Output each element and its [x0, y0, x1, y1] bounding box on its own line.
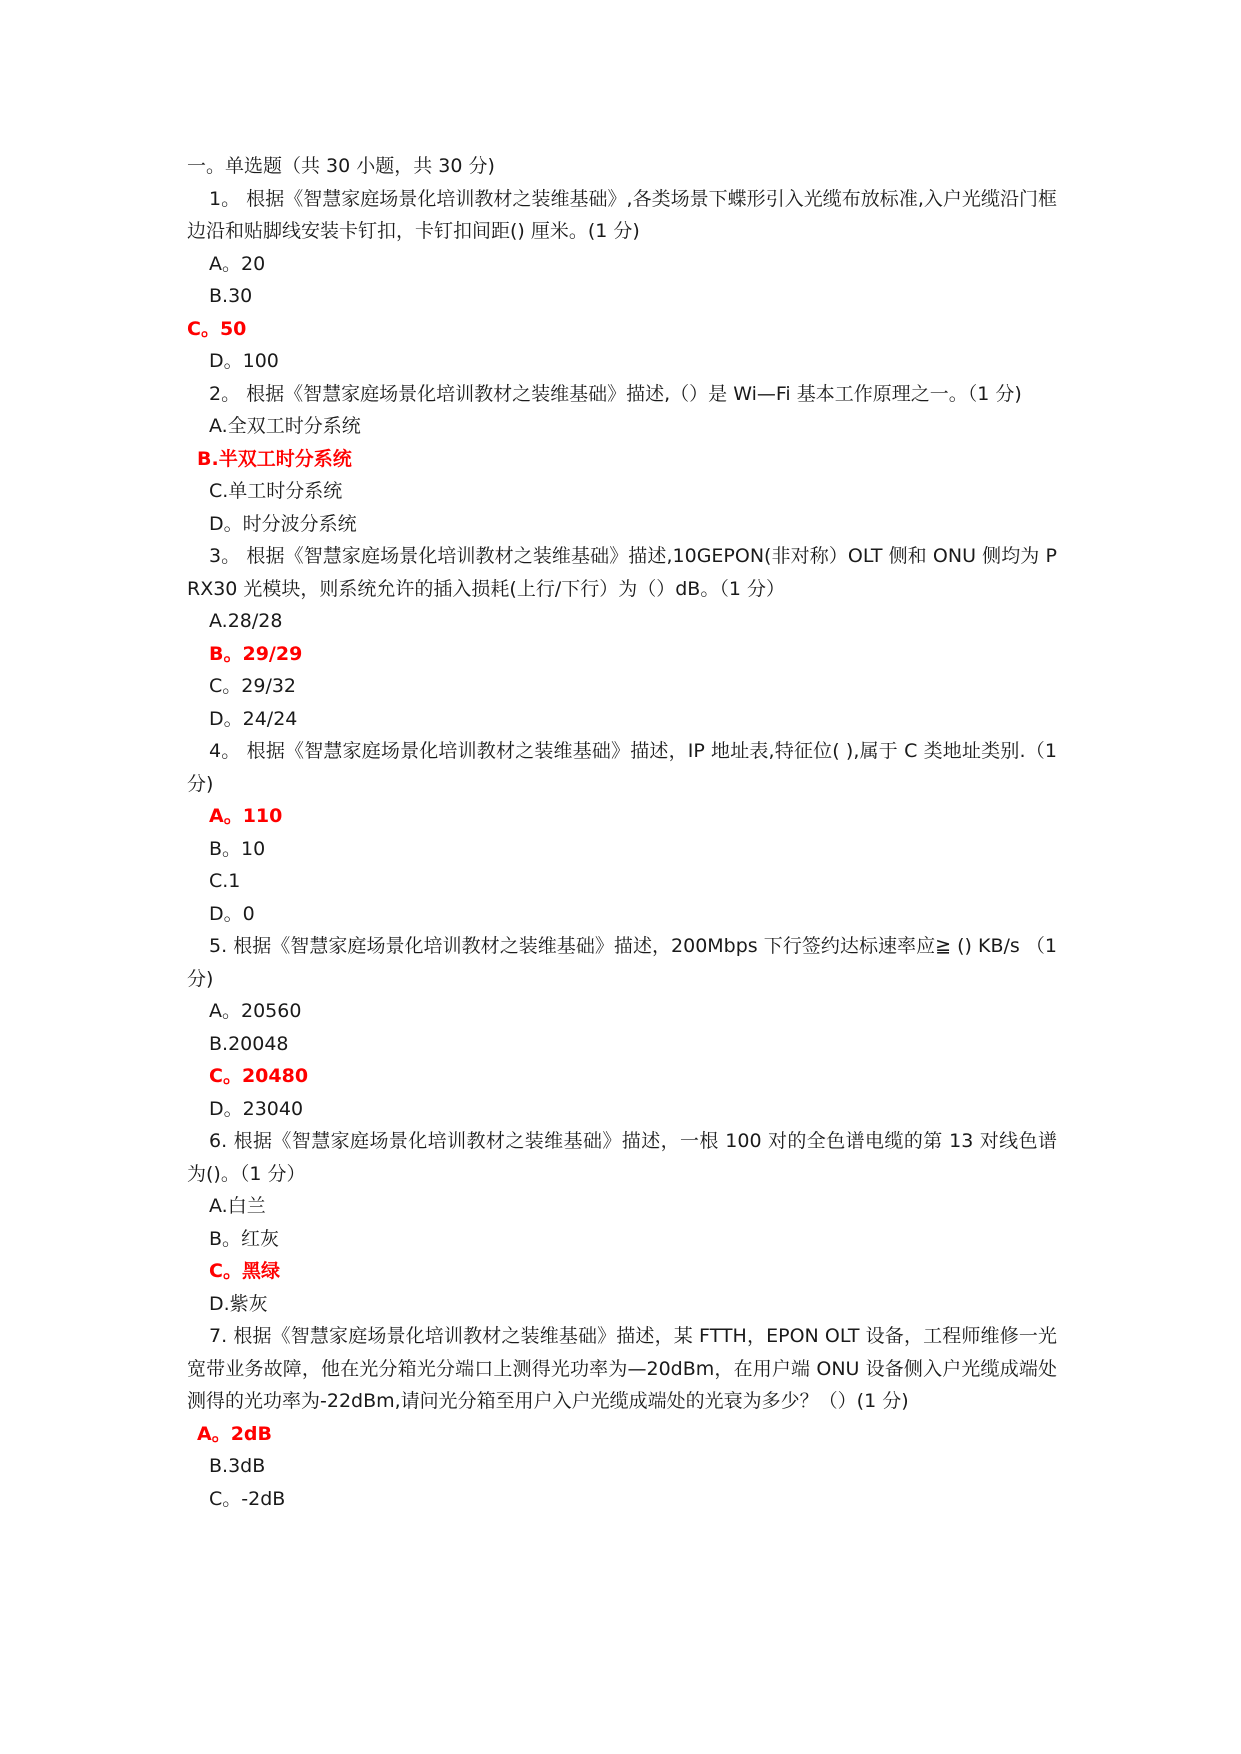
- question-1: [187, 183, 1057, 378]
- option-b: B.20048: [209, 1032, 289, 1055]
- question-2: [187, 378, 1057, 541]
- question-text: 1。 根据《智慧家庭场景化培训教材之装维基础》,各类场景下蝶形引入光缆布放标准,入户光缆沿门框边沿和贴脚线安装卡钉扣，卡钉扣间距() 厘米。(1 分): [187, 187, 1057, 242]
- option-a: A.白兰: [209, 1195, 266, 1217]
- option-c-correct: C。50: [187, 317, 247, 340]
- option-d: D。时分波分系统: [209, 512, 357, 535]
- section-title: 一。单选题（共 30 小题，共 30 分): [187, 155, 495, 177]
- option-d: D。24/24: [209, 707, 298, 730]
- option-b: B。10: [209, 837, 266, 860]
- question-text: 4。 根据《智慧家庭场景化培训教材之装维基础》描述，IP 地址表,特征位( ),属于 C 类地址类别.（1 分): [187, 740, 1057, 795]
- question-3: [187, 540, 1057, 735]
- option-a: A.28/28: [209, 610, 283, 632]
- option-a-correct: A。110: [209, 805, 283, 827]
- question-7: [187, 1320, 1057, 1515]
- option-b: B。红灰: [209, 1227, 280, 1250]
- option-c: C.1: [209, 870, 241, 892]
- option-c: C。-2dB: [209, 1487, 286, 1510]
- option-d: D.紫灰: [209, 1292, 268, 1315]
- option-c: C.单工时分系统: [209, 480, 343, 502]
- option-b-correct: B。29/29: [209, 642, 303, 665]
- question-4: [187, 735, 1057, 930]
- question-text: 5. 根据《智慧家庭场景化培训教材之装维基础》描述，200Mbps 下行签约达标速率应≧ () KB/s （1 分): [187, 935, 1057, 990]
- option-d: D。0: [209, 902, 255, 925]
- option-c: C。29/32: [209, 675, 297, 697]
- option-a: A。20: [209, 252, 266, 275]
- question-text: 2。 根据《智慧家庭场景化培训教材之装维基础》描述,（）是 Wi—Fi 基本工作原理之一。（1 分): [209, 382, 1022, 405]
- option-b-correct: B.半双工时分系统: [197, 447, 352, 470]
- option-c-correct: C。黑绿: [209, 1260, 280, 1282]
- question-6: [187, 1125, 1057, 1320]
- option-a: A.全双工时分系统: [209, 415, 361, 437]
- option-a: A。20560: [209, 1000, 302, 1022]
- option-b: B.3dB: [209, 1455, 266, 1477]
- question-text: 6. 根据《智慧家庭场景化培训教材之装维基础》描述，一根 100 对的全色谱电缆的第 13 对线色谱为()。（1 分）: [187, 1130, 1057, 1185]
- option-a-correct: A。2dB: [197, 1422, 273, 1445]
- question-text: 3。 根据《智慧家庭场景化培训教材之装维基础》描述,10GEPON(非对称）OLT 侧和 ONU 侧均为 PRX30 光模块，则系统允许的插入损耗(上行/下行）为（）dB。（1 分）: [187, 545, 1057, 600]
- option-d: D。23040: [209, 1097, 304, 1120]
- question-5: [187, 930, 1057, 1125]
- option-d: D。100: [209, 350, 279, 372]
- question-text: 7. 根据《智慧家庭场景化培训教材之装维基础》描述，某 FTTH，EPON OLT 设备，工程师维修一光宽带业务故障，他在光分箱光分端口上测得光功率为—20dBm，在用户端 ONU 设备侧入户光缆成端处测得的光功率为-22dBm,请问光分箱至用户入户光缆成端处的光衰为多少？（）(1 分): [187, 1325, 1057, 1412]
- option-b: B.30: [209, 285, 253, 307]
- document-page: [187, 150, 1057, 1515]
- option-c-correct: C。20480: [209, 1065, 309, 1087]
